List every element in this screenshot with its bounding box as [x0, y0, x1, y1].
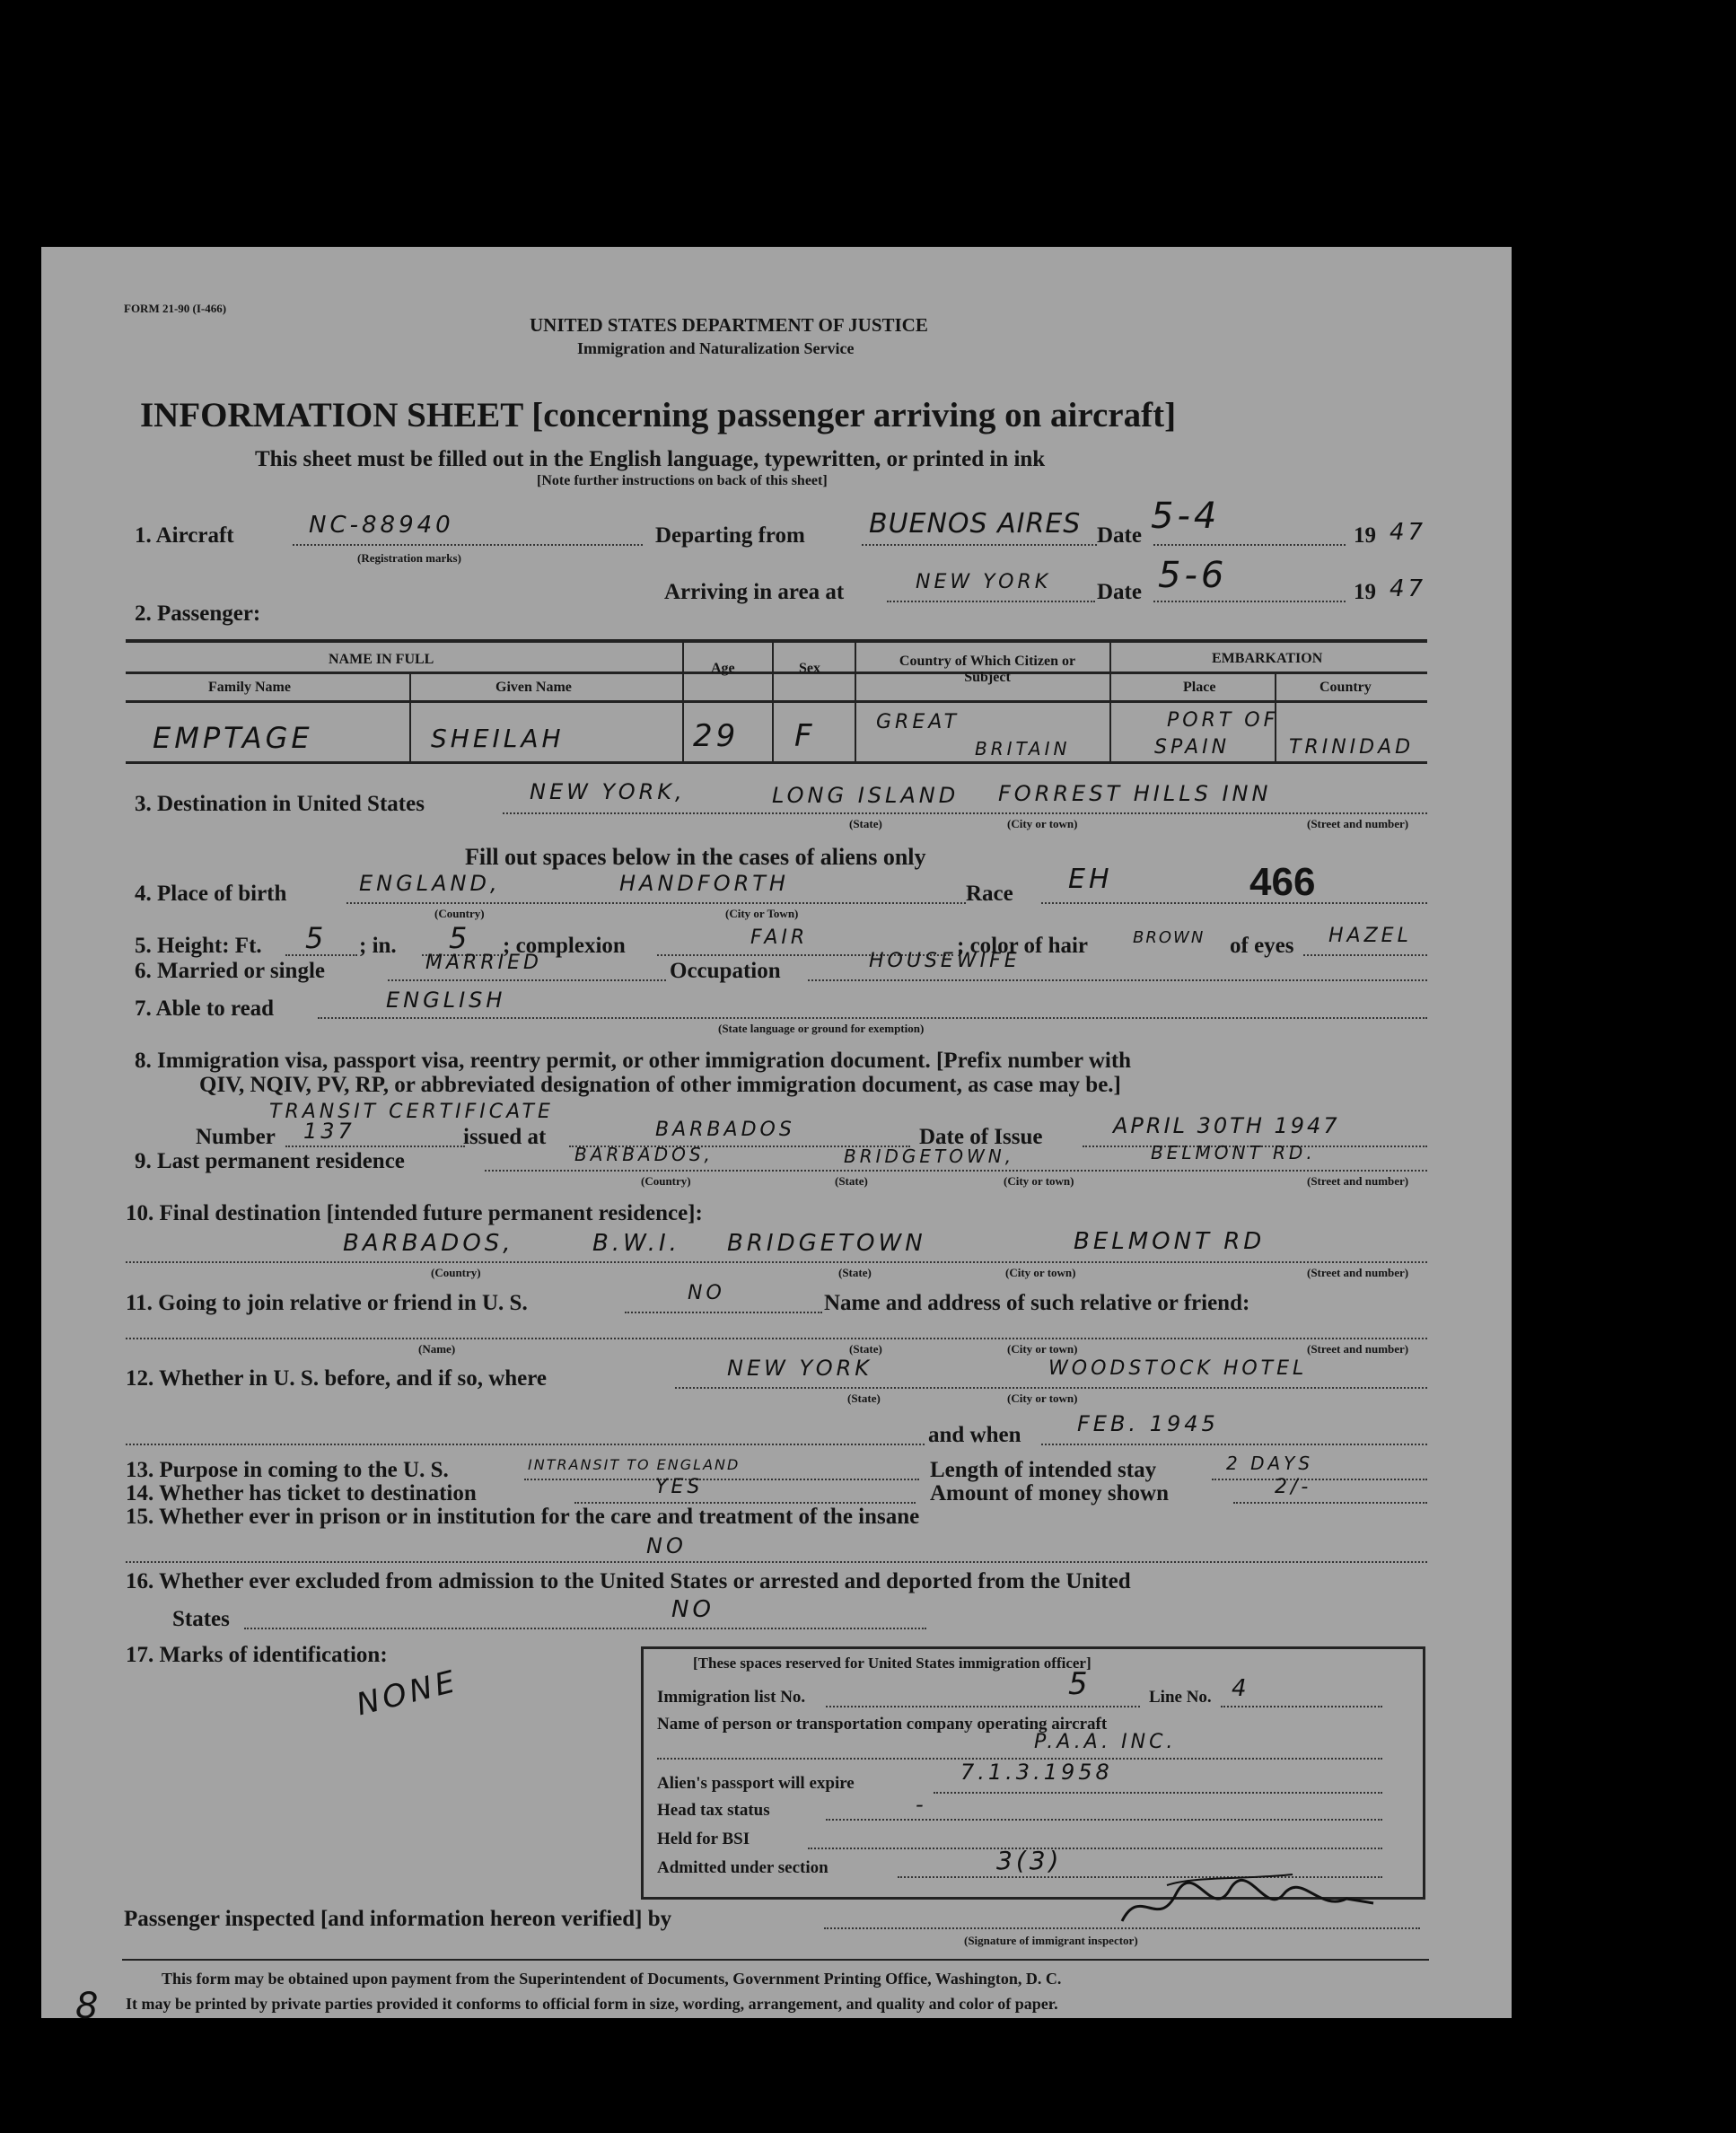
length-stay-value: 2 DAYS [1226, 1453, 1314, 1474]
stamp-number: 466 [1249, 860, 1316, 904]
relative-line [126, 1338, 1427, 1339]
given-name-header: Given Name [495, 680, 572, 695]
table-bottom-rule [126, 761, 1427, 764]
service-title: Immigration and Naturalization Service [577, 339, 855, 357]
destination-label: 3. Destination in United States [135, 792, 425, 816]
join-label: 11. Going to join relative or friend in U. S. [126, 1291, 528, 1315]
officer-box-heading: [These spaces reserved for United States immigration officer] [693, 1655, 1092, 1672]
instruction-text: This sheet must be filled out in the English language, typewritten, or printed in ink [255, 447, 1046, 471]
age-header: Age [711, 661, 735, 676]
final-city-caption: (City or town) [1005, 1266, 1076, 1279]
dest-state-value: NEW YORK, [530, 779, 686, 804]
occupation-value: HOUSEWIFE [869, 950, 1021, 972]
col-divider-5 [1109, 641, 1111, 763]
before-label: 12. Whether in U. S. before, and if so, where [126, 1366, 547, 1391]
eyes-label: of eyes [1230, 934, 1294, 958]
emb-place-header: Place [1183, 680, 1216, 695]
name-address-label: Name and address of such relative or friend: [824, 1291, 1250, 1315]
dest-state-caption: (State) [849, 817, 882, 830]
depart-date-label: Date [1097, 523, 1142, 548]
depart-year-label: 19 [1354, 523, 1376, 548]
imm-list-line [826, 1706, 1140, 1707]
before-line [675, 1387, 1427, 1389]
hair-value: BROWN [1133, 928, 1206, 947]
line-no-line [1221, 1706, 1382, 1707]
race-value: EH [1068, 864, 1113, 895]
col-divider-2 [682, 641, 684, 763]
head-tax-label: Head tax status [657, 1801, 770, 1820]
final-state-value: B.W.I. [592, 1230, 680, 1257]
citizen-value-1: GREAT [876, 711, 960, 733]
res-state-caption: (State) [835, 1174, 868, 1188]
when-line [1041, 1444, 1427, 1445]
held-bsi-line [808, 1848, 1382, 1849]
final-street-value: BELMONT RD [1074, 1228, 1266, 1255]
before-state-value: NEW YORK [727, 1356, 873, 1381]
department-title: UNITED STATES DEPARTMENT OF JUSTICE [530, 314, 928, 336]
dest-street-value: FORREST HILLS INN [998, 781, 1272, 806]
sex-header: Sex [799, 661, 820, 676]
instruction-note: [Note further instructions on back of this sheet] [537, 473, 828, 488]
length-stay-label: Length of intended stay [930, 1458, 1157, 1482]
passport-expire-label: Alien's passport will expire [657, 1774, 855, 1793]
complexion-label: ; complexion [503, 934, 626, 958]
join-value: NO [688, 1282, 725, 1304]
family-name-header: Family Name [208, 680, 291, 695]
eyes-line [1303, 954, 1427, 956]
aircraft-label: 1. Aircraft [135, 523, 234, 548]
and-when-label: and when [928, 1423, 1021, 1447]
footer-rule [122, 1959, 1429, 1961]
dest-city-value: LONG ISLAND [772, 783, 960, 808]
arrive-date-label: Date [1097, 580, 1142, 604]
read-value: ENGLISH [386, 988, 506, 1013]
head-tax-line [826, 1819, 1382, 1821]
issue-date-value: APRIL 30TH 1947 [1113, 1113, 1340, 1138]
marks-label: 17. Marks of identification: [126, 1643, 388, 1667]
res-country-caption: (Country) [641, 1174, 691, 1188]
excluded-label-1: 16. Whether ever excluded from admission to the United States or arrested and deported from the United [126, 1569, 1131, 1593]
emb-country-value: TRINIDAD [1289, 736, 1415, 759]
before-when-value: FEB. 1945 [1077, 1411, 1219, 1436]
doc-number-label: Number [196, 1125, 276, 1149]
embarkation-rule [1109, 672, 1427, 673]
height-label: 5. Height: Ft. [135, 934, 262, 958]
res-street-value: BELMONT RD. [1151, 1142, 1316, 1163]
doc-label-2: QIV, NQIV, PV, RP, or abbreviated designation of other immigration document, as case may be.] [199, 1073, 1121, 1097]
doc-type-value: TRANSIT CERTIFICATE [269, 1101, 554, 1123]
final-dest-line [126, 1261, 1427, 1263]
passport-expire-value: 7.1.3.1958 [960, 1760, 1113, 1785]
page-title: INFORMATION SHEET [concerning passenger arriving on aircraft] [140, 396, 1177, 434]
money-label: Amount of money shown [930, 1481, 1170, 1505]
issued-at-label: issued at [463, 1125, 547, 1149]
arrive-year-value: 47 [1390, 575, 1427, 602]
aliens-only-heading: Fill out spaces below in the cases of aliens only [465, 844, 926, 870]
final-street-caption: (Street and number) [1307, 1266, 1409, 1279]
departing-value: BUENOS AIRES [869, 508, 1082, 540]
eyes-value: HAZEL [1328, 925, 1412, 947]
birth-city-caption: (City or Town) [725, 907, 799, 920]
footer-line-1: This form may be obtained upon payment from the Superintendent of Documents, Government Printing Office, Washington, D. C. [162, 1970, 1062, 1988]
family-name-value: EMPTAGE [153, 721, 313, 755]
aircraft-value: NC-88940 [309, 512, 454, 539]
signature-caption: (Signature of immigrant inspector) [964, 1934, 1138, 1947]
prison-label: 15. Whether ever in prison or in institution for the care and treatment of the insane [126, 1505, 920, 1529]
dest-street-caption: (Street and number) [1307, 817, 1409, 830]
birth-country-value: ENGLAND, [359, 871, 501, 896]
arrive-date-line [1153, 601, 1346, 602]
sex-value: F [794, 718, 816, 754]
col-divider-3 [772, 641, 774, 763]
line-no-label: Line No. [1149, 1688, 1212, 1707]
relative-name-caption: (Name) [418, 1342, 456, 1356]
table-sub-rule [126, 700, 1427, 703]
doc-number-value: 137 [303, 1119, 355, 1144]
form-number: FORM 21-90 (I-466) [124, 302, 227, 315]
col-divider-4 [855, 641, 856, 763]
birth-line [346, 902, 966, 904]
before-state-caption: (State) [847, 1391, 881, 1405]
held-bsi-label: Held for BSI [657, 1830, 750, 1848]
height-in-value: 5 [449, 921, 471, 955]
married-line [388, 979, 666, 981]
race-label: Race [966, 882, 1013, 906]
passenger-label: 2. Passenger: [135, 601, 261, 626]
arrive-year-label: 19 [1354, 580, 1376, 604]
prison-line [126, 1561, 1427, 1563]
depart-year-value: 47 [1390, 519, 1427, 546]
name-in-full-header: NAME IN FULL [329, 652, 434, 667]
ticket-label: 14. Whether has ticket to destination [126, 1481, 477, 1505]
excluded-value: NO [671, 1596, 715, 1623]
arriving-line [887, 601, 1095, 602]
aircraft-line [293, 544, 643, 546]
final-dest-label: 10. Final destination [intended future permanent residence]: [126, 1201, 703, 1225]
inspector-signature [1113, 1867, 1382, 1939]
transport-label: Name of person or transportation company operating aircraft [657, 1715, 1108, 1734]
imm-list-label: Immigration list No. [657, 1688, 806, 1707]
passport-expire-line [934, 1792, 1382, 1794]
before-line-2 [126, 1444, 925, 1445]
res-country-value: BARBADOS, [574, 1144, 714, 1165]
married-label: 6. Married or single [135, 959, 325, 983]
relative-city-caption: (City or town) [1007, 1342, 1078, 1356]
purpose-value: INTRANSIT TO ENGLAND [528, 1456, 741, 1473]
col-divider-1 [409, 673, 411, 763]
citizen-header: Country of Which Citizen or Subject [899, 654, 1076, 685]
doc-number-line [285, 1146, 465, 1147]
arrive-date-value: 5-6 [1158, 555, 1228, 596]
relative-street-caption: (Street and number) [1307, 1342, 1409, 1356]
before-city-caption: (City or town) [1007, 1391, 1078, 1405]
purpose-label: 13. Purpose in coming to the U. S. [126, 1458, 449, 1482]
table-top-rule [126, 639, 1427, 643]
issue-date-label: Date of Issue [919, 1125, 1043, 1149]
ticket-value: YES [655, 1476, 704, 1498]
age-value: 29 [693, 718, 740, 754]
footer-line-2: It may be printed by private parties provided it conforms to official form in size, wording, arrangement, and quality and color of paper. [126, 1995, 1058, 2013]
arriving-label: Arriving in area at [664, 580, 845, 604]
imm-list-value: 5 [1068, 1666, 1092, 1702]
admitted-value: 3(3) [996, 1846, 1063, 1875]
depart-date-line [1153, 544, 1346, 546]
money-line [1233, 1502, 1427, 1504]
departing-line [862, 544, 1097, 546]
line-no-value: 4 [1232, 1675, 1250, 1702]
destination-line [503, 812, 1427, 814]
final-city-value: BRIDGETOWN [727, 1230, 926, 1257]
read-line [318, 1017, 1427, 1019]
head-tax-value: - [916, 1792, 927, 1817]
prison-value: NO [646, 1533, 687, 1558]
birth-city-value: HANDFORTH [619, 871, 789, 896]
race-line [1041, 902, 1427, 904]
emb-place-value-2: SPAIN [1154, 736, 1231, 759]
embarkation-header: EMBARKATION [1212, 651, 1323, 666]
admitted-label: Admitted under section [657, 1858, 829, 1877]
residence-label: 9. Last permanent residence [135, 1149, 405, 1173]
emb-country-header: Country [1320, 680, 1372, 695]
arriving-value: NEW YORK [916, 571, 1052, 593]
before-street-value: WOODSTOCK HOTEL [1048, 1357, 1308, 1380]
occupation-label: Occupation [670, 959, 781, 983]
departing-label: Departing from [655, 523, 805, 548]
money-value: 2/- [1275, 1476, 1312, 1498]
married-value: MARRIED [425, 952, 542, 974]
final-country-value: BARBADOS, [343, 1230, 514, 1257]
excluded-label-2: States [172, 1607, 230, 1631]
height-in-label: ; in. [359, 934, 397, 958]
purpose-line [524, 1479, 919, 1480]
res-street-caption: (Street and number) [1307, 1174, 1409, 1188]
final-state-caption: (State) [838, 1266, 872, 1279]
read-caption: (State language or ground for exemption) [718, 1022, 925, 1035]
excluded-line [244, 1628, 926, 1629]
doc-label-1: 8. Immigration visa, passport visa, reentry permit, or other immigration document. [Prefix number with [135, 1049, 1132, 1073]
issued-at-value: BARBADOS [655, 1119, 795, 1141]
margin-mark: 8 [75, 1986, 102, 2027]
emb-place-value-1: PORT OF [1167, 709, 1279, 732]
height-ft-value: 5 [305, 921, 328, 955]
inspected-label: Passenger inspected [and information hereon verified] by [124, 1907, 672, 1931]
citizen-value-2: BRITAIN [975, 738, 1071, 759]
residence-line [485, 1170, 1427, 1172]
birth-country-caption: (Country) [434, 907, 485, 920]
marks-value: NONE [353, 1663, 462, 1724]
transport-value: P.A.A. INC. [1034, 1731, 1177, 1753]
final-country-caption: (Country) [431, 1266, 481, 1279]
occupation-line [808, 979, 1427, 981]
relative-state-caption: (State) [849, 1342, 882, 1356]
join-line [625, 1312, 822, 1313]
read-label: 7. Able to read [135, 996, 275, 1021]
registration-caption: (Registration marks) [357, 551, 461, 565]
birth-label: 4. Place of birth [135, 882, 287, 906]
complexion-value: FAIR [750, 926, 809, 949]
dest-city-caption: (City or town) [1007, 817, 1078, 830]
length-stay-line [1212, 1479, 1427, 1480]
depart-date-value: 5-4 [1151, 496, 1221, 537]
ticket-line [574, 1502, 916, 1504]
res-city-caption: (City or town) [1004, 1174, 1074, 1188]
hair-label: ; color of hair [957, 934, 1089, 958]
res-city-value: BRIDGETOWN, [844, 1146, 1015, 1167]
given-name-value: SHEILAH [431, 724, 565, 753]
